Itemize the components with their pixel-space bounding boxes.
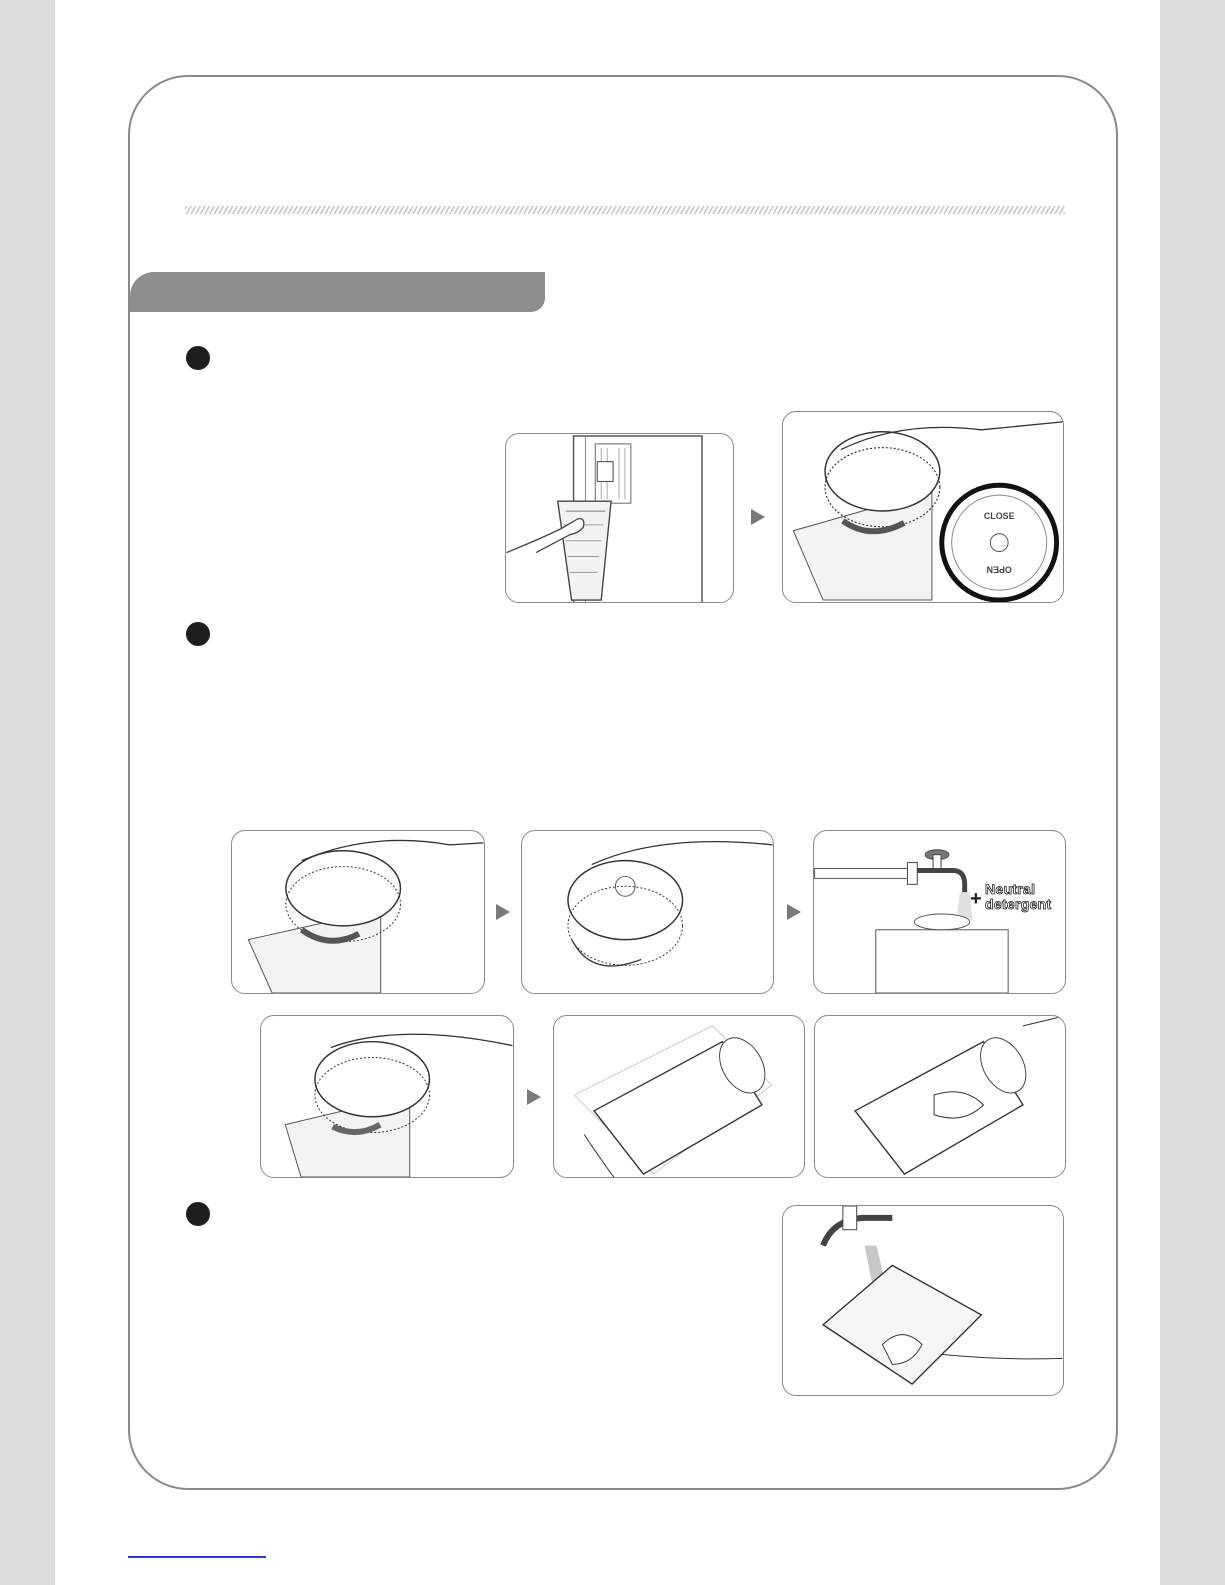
illustration-shake-tank (553, 1015, 805, 1178)
sequence-arrow (527, 1089, 541, 1105)
step-2-marker (186, 622, 210, 646)
illustration-rinse-detergent (813, 830, 1066, 994)
sequence-arrow (496, 904, 510, 920)
illustration-wash-under-tap (782, 1205, 1064, 1396)
header-divider (185, 206, 1065, 214)
section-heading-tab (130, 272, 545, 312)
sequence-arrow (751, 509, 765, 525)
step-3-marker (186, 1202, 210, 1226)
cap-close-label: CLOSE (983, 510, 1015, 521)
illustration-close-cap (260, 1015, 514, 1178)
neutral-detergent-label: Neutral detergent (985, 881, 1052, 912)
footer-link-underline[interactable] (128, 1556, 266, 1558)
sequence-arrow (787, 904, 801, 920)
illustration-turn-cap (782, 411, 1064, 603)
step-1-marker (186, 346, 210, 370)
cap-open-label: OPEN (986, 564, 1012, 575)
plus-icon: + (970, 888, 982, 910)
illustration-wipe-tank (814, 1015, 1066, 1178)
illustration-remove-cap (521, 830, 774, 994)
illustration-grip-cap (231, 830, 485, 994)
illustration-remove-tank (505, 433, 734, 603)
